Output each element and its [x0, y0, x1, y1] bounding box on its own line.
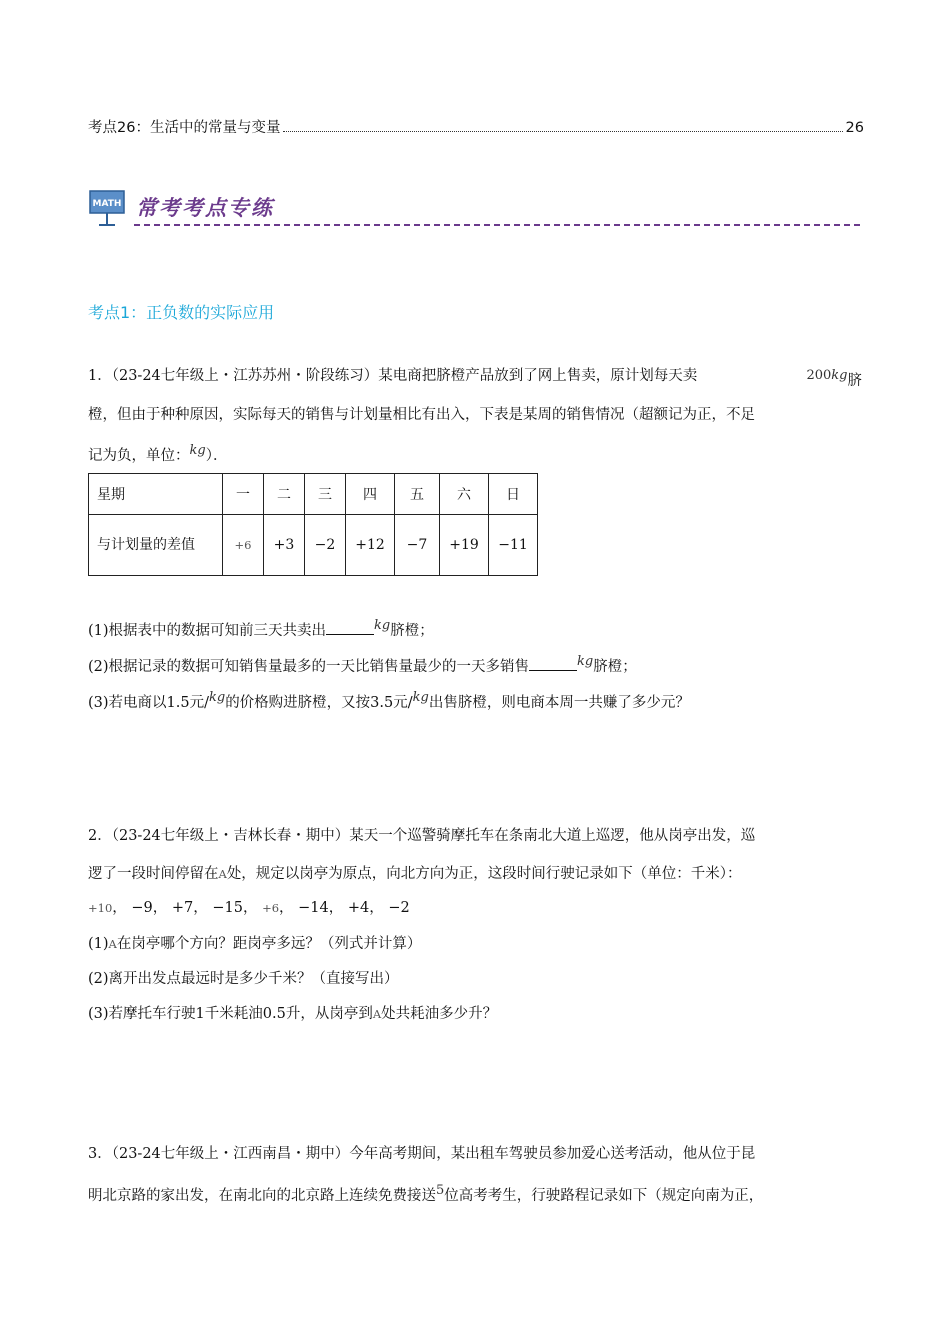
- q3-student-count: 5: [436, 1183, 445, 1198]
- point-a-label: A: [108, 937, 117, 951]
- record-value: +10: [88, 901, 113, 915]
- q1-sub-2-text: (2)根据记录的数据可知销售量最多的一天比销售量最少的一天多销售: [88, 658, 530, 675]
- sales-table: [88, 473, 538, 576]
- kg-unit: kg: [189, 443, 206, 458]
- table-value: +6: [234, 538, 252, 552]
- q1-line-3-text: 记为负，单位：: [88, 447, 190, 464]
- table-cell: [440, 515, 489, 576]
- table-value: +3: [273, 537, 295, 553]
- table-day: 五: [395, 474, 440, 515]
- kg-unit: kg: [412, 690, 429, 705]
- toc-leader-dots: [283, 117, 842, 132]
- q1-sub-3-text: (3)若电商以1.5元/: [88, 694, 209, 711]
- record-value: +4: [347, 900, 370, 916]
- q3-line-2-end: 位高考考生，行驶路程记录如下（规定向南为正，: [444, 1187, 764, 1204]
- record-value: −2: [388, 900, 410, 916]
- q3-line-2: [88, 1181, 862, 1206]
- q2-records: +10， −9， +7， −15， +6， −14， +4， −2: [88, 900, 410, 916]
- answer-blank[interactable]: [326, 622, 374, 635]
- q1-line-2: 橙，但由于种种原因，实际每天的销售与计划量相比有出入，下表是某周的销售情况（超额记为正，不足: [88, 407, 755, 423]
- q3-line-1: 3．（23-24七年级上・江西南昌・期中）今年高考期间，某出租车驾驶员参加爱心送考活动，他从位于昆: [88, 1146, 756, 1162]
- record-value: −14: [298, 900, 329, 916]
- q1-amount: 200: [806, 368, 832, 383]
- q2-sub-3-text: (3)若摩托车行驶1千米耗油0.5升，从岗亭到: [88, 1006, 373, 1022]
- table-day: 六: [440, 474, 489, 515]
- table-cell: [305, 515, 346, 576]
- q2-sub-3-end: 处共耗油多少升？: [381, 1006, 498, 1022]
- table-day: 四: [346, 474, 395, 515]
- q1-sub-2: [88, 652, 862, 677]
- q2-line-2-end: 处，规定以岗亭为原点，向北方向为正，这段时间行驶记录如下（单位：千米）：: [226, 866, 742, 882]
- q3-line-2-text: 明北京路的家出发，在南北向的北京路上连续免费接送: [88, 1187, 436, 1204]
- q1-sub-3-text-2: 的价格购进脐橙，又按3.5元/: [225, 694, 413, 711]
- table-row: [89, 474, 538, 515]
- banner-dashed-line: [134, 224, 860, 226]
- q1-line-3-end: ）．: [205, 447, 228, 464]
- q1-sub-1: [88, 616, 862, 641]
- record-value: +7: [171, 900, 194, 916]
- q2-sub-1-text: 在岗亭哪个方向？距岗亭多远？（列式并计算）: [116, 936, 422, 952]
- kg-unit: kg: [208, 690, 226, 705]
- table-day: 三: [305, 474, 346, 515]
- q2-sub-3: [88, 1004, 862, 1024]
- q1-sub-2-end: 脐橙；: [593, 658, 637, 675]
- table-row-label-text: 与计划量的差值: [97, 537, 195, 553]
- table-value: +19: [449, 537, 479, 553]
- math-icon-label: MATH: [92, 199, 122, 209]
- table-value: +12: [355, 537, 385, 553]
- q1-sub-3-end: 出售脐橙，则电商本周一共赚了多少元？: [428, 694, 690, 711]
- table-cell: [264, 515, 305, 576]
- point-a-label: A: [372, 1007, 382, 1021]
- section-banner: [88, 188, 860, 232]
- q2-line-1: 2．（23-24七年级上・吉林长春・期中）某天一个巡警骑摩托车在条南北大道上巡逻，他从岗亭出发，巡: [88, 828, 756, 844]
- kg-unit: kg: [577, 654, 594, 669]
- toc-entry[interactable]: [88, 116, 864, 138]
- q2-line-2: [88, 864, 862, 884]
- record-value: +6: [262, 901, 280, 915]
- q2-line-2-text: 逻了一段时间停留在: [88, 866, 219, 882]
- answer-blank[interactable]: [529, 658, 577, 671]
- toc-label: 考点26：生活中的常量与变量: [88, 120, 281, 136]
- table-day: 二: [264, 474, 305, 515]
- table-header-label: 星期: [89, 474, 223, 515]
- record-value: −15: [212, 900, 243, 916]
- q2-sub-2: (2)离开出发点最远时是多少千米？（直接写出）: [88, 971, 399, 987]
- table-cell: [223, 515, 264, 576]
- banner-title: 常考考点专练: [136, 195, 274, 220]
- table-cell: [346, 515, 395, 576]
- q2-sub-1-prefix: (1): [88, 936, 109, 952]
- q1-sub-1-text: (1)根据表中的数据可知前三天共卖出: [88, 622, 327, 639]
- q1-sub-1-end: 脐橙；: [390, 622, 434, 639]
- q1-line-1: [88, 366, 862, 391]
- kg-unit: kg: [831, 368, 848, 383]
- q1-line-1-end: 脐: [847, 372, 862, 389]
- q1-line-1-text: 1．（23-24七年级上・江苏苏州・阶段练习）某电商把脐橙产品放到了网上售卖，原计划每天卖: [88, 368, 698, 384]
- record-value: −9: [131, 900, 153, 916]
- q1-sub-3: [88, 688, 862, 713]
- table-day: 一: [223, 474, 264, 515]
- table-cell: [489, 515, 538, 576]
- table-row: [89, 515, 538, 576]
- table-day: 日: [489, 474, 538, 515]
- section-title: 考点1：正负数的实际应用: [88, 303, 275, 322]
- table-value: −2: [314, 537, 336, 553]
- math-board-icon: [88, 188, 128, 228]
- q1-line-3: [88, 441, 862, 466]
- table-cell: [395, 515, 440, 576]
- table-value: −11: [498, 537, 528, 553]
- toc-page-number: 26: [845, 120, 864, 136]
- table-row-label: [89, 515, 223, 576]
- q2-sub-1: [88, 934, 862, 954]
- kg-unit: kg: [374, 618, 391, 633]
- point-a-label: A: [218, 867, 227, 881]
- table-value: −7: [406, 537, 428, 553]
